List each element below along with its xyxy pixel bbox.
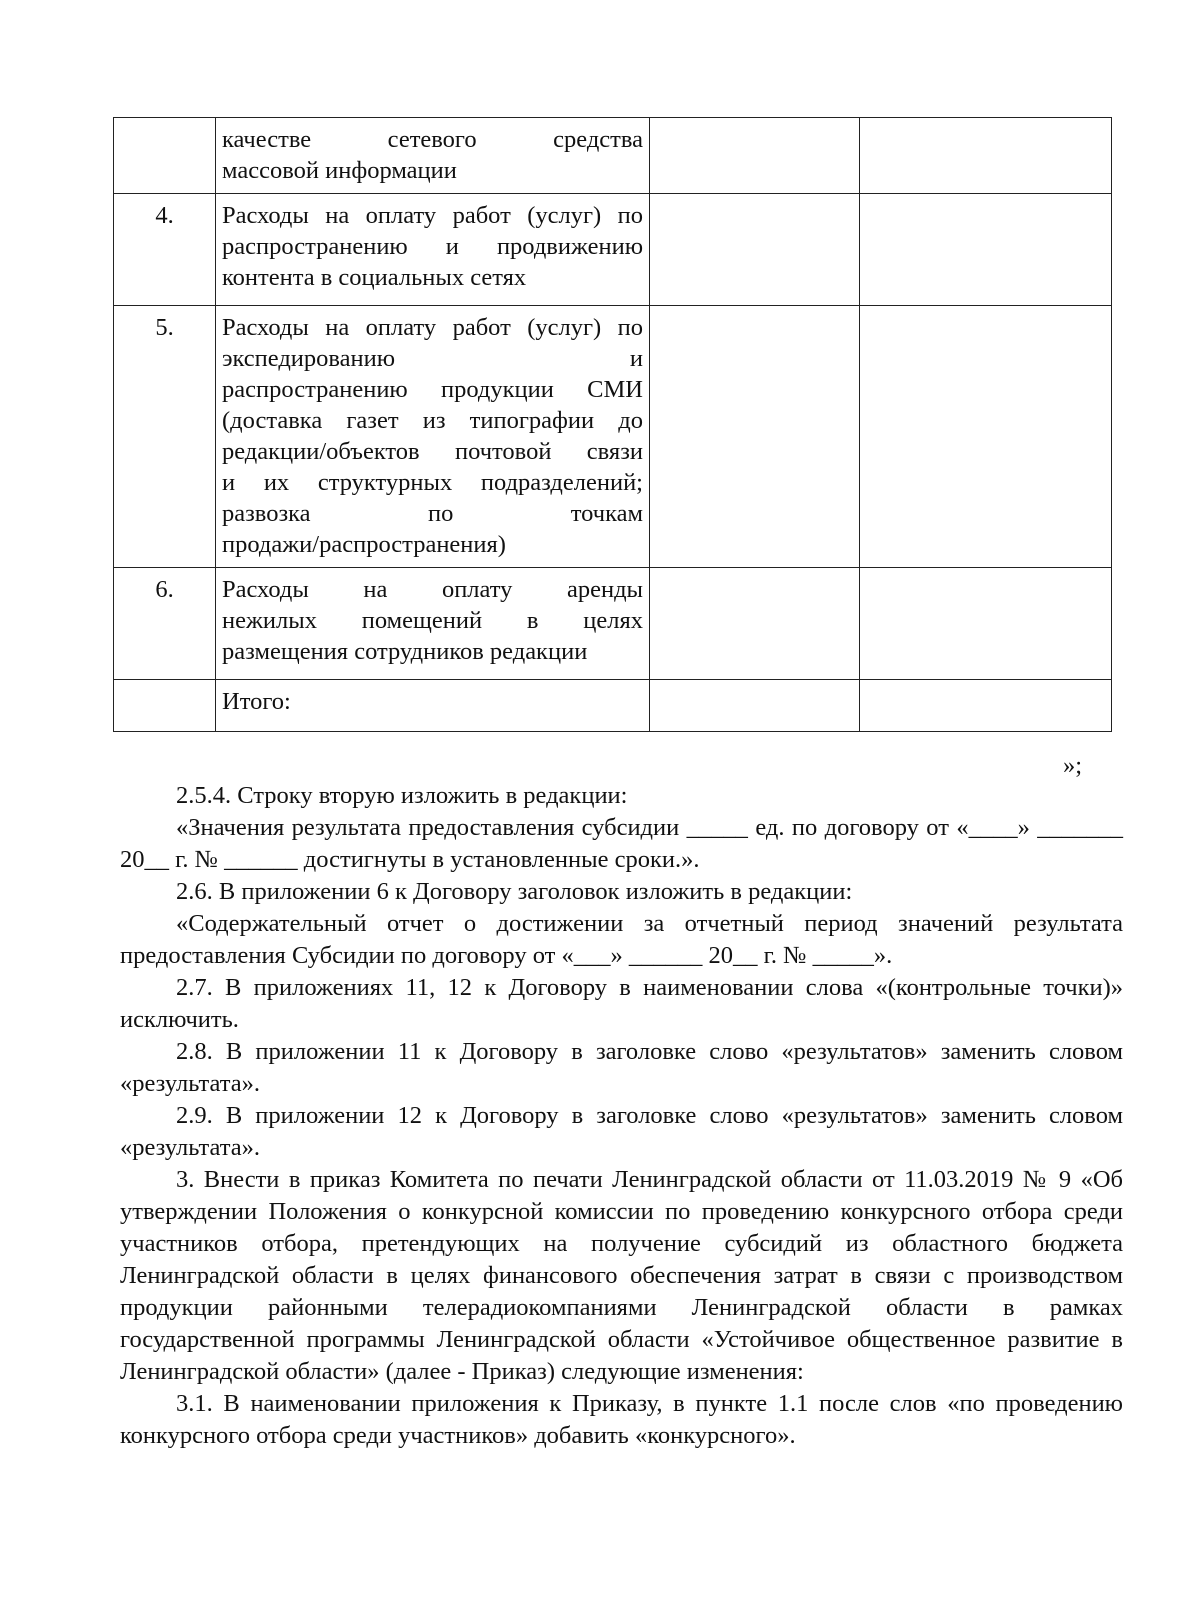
description-line: Расходы на оплату работ (услуг) по [222,202,643,229]
empty-cell [650,194,860,306]
description-line: распространению и продвижению [222,233,643,260]
row-number: 5. [114,306,216,568]
paragraph: 2.5.4. Строку вторую изложить в редакции: [176,782,628,809]
description-line: Расходы на оплату работ (услуг) по [222,314,643,341]
expenses-table [113,117,1112,732]
description-line: размещения сотрудников редакции [222,638,588,665]
empty-cell [650,568,860,680]
paragraph: 2.6. В приложении 6 к Договору заголовок изложить в редакции: [176,878,853,905]
closing-quote: »; [1063,752,1083,779]
paragraph: 2.7. В приложениях 11, 12 к Договору в наименовании слова «(контрольные точки)» исключить. [120,974,1123,1033]
description-line: Расходы на оплату аренды [222,576,643,603]
row-description [216,118,650,194]
row-number: 6. [114,568,216,680]
table-row [114,118,1112,194]
paragraph: «Содержательный отчет о достижении за отчетный период значений результата предоставления Субсидии по договору от «___» ______ 20__ г. № _____». [120,910,1123,969]
table-row [114,568,1112,680]
description-line: массовой информации [222,157,457,184]
description-line: контента в социальных сетях [222,264,527,291]
empty-cell [650,118,860,194]
paragraph: 2.9. В приложении 12 к Договору в заголовке слово «результатов» заменить словом «результата». [120,1102,1123,1161]
table-row [114,680,1112,732]
row-description [216,680,650,732]
total-label: Итого: [222,688,291,715]
row-number [114,680,216,732]
paragraph: 3. Внести в приказ Комитета по печати Ленинградской области от 11.03.2019 № 9 «Об утверждении Положения о конкурсной комиссии по проведению конкурсного отбора среди участников отбора, претендующих на получение субсидий из областного бюджета Ленинградской области в целях финансового обеспечения затрат в связи с производством продукции районными телерадиокомпаниями Ленинградской области в рамках государственной программы Ленинградской области «Устойчивое общественное развитие в Ленинградской области» (далее - Приказ) следующие изменения: [120,1166,1123,1385]
table-row [114,306,1112,568]
empty-cell [650,680,860,732]
empty-cell [650,306,860,568]
description-line: развозка по точкам [222,500,643,527]
row-description [216,306,650,568]
empty-cell [860,568,1112,680]
paragraph: 3.1. В наименовании приложения к Приказу, в пункте 1.1 после слов «по проведению конкурсного отбора среди участников» добавить «конкурсного». [120,1390,1123,1449]
empty-cell [860,306,1112,568]
paragraph: «Значения результата предоставления субсидии _____ ед. по договору от «____» _______ 20__ г. № ______ достигнуты в установленные сроки.». [120,814,1123,873]
row-number: 4. [114,194,216,306]
description-line: нежилых помещений в целях [222,607,643,634]
empty-cell [860,680,1112,732]
paragraph: 2.8. В приложении 11 к Договору в заголовке слово «результатов» заменить словом «результата». [120,1038,1123,1097]
row-number [114,118,216,194]
empty-cell [860,194,1112,306]
description-line: продажи/распространения) [222,531,506,558]
description-line: (доставка газет из типографии до [222,407,643,434]
description-line: экспедированию и [222,345,643,372]
row-description [216,194,650,306]
table-row [114,194,1112,306]
description-line: распространению продукции СМИ [222,376,643,403]
document-body [120,780,1123,1452]
description-line: и их структурных подразделений; [222,469,643,496]
row-description [216,568,650,680]
description-line: качестве сетевого средства [222,126,643,153]
empty-cell [860,118,1112,194]
description-line: редакции/объектов почтовой связи [222,438,643,465]
